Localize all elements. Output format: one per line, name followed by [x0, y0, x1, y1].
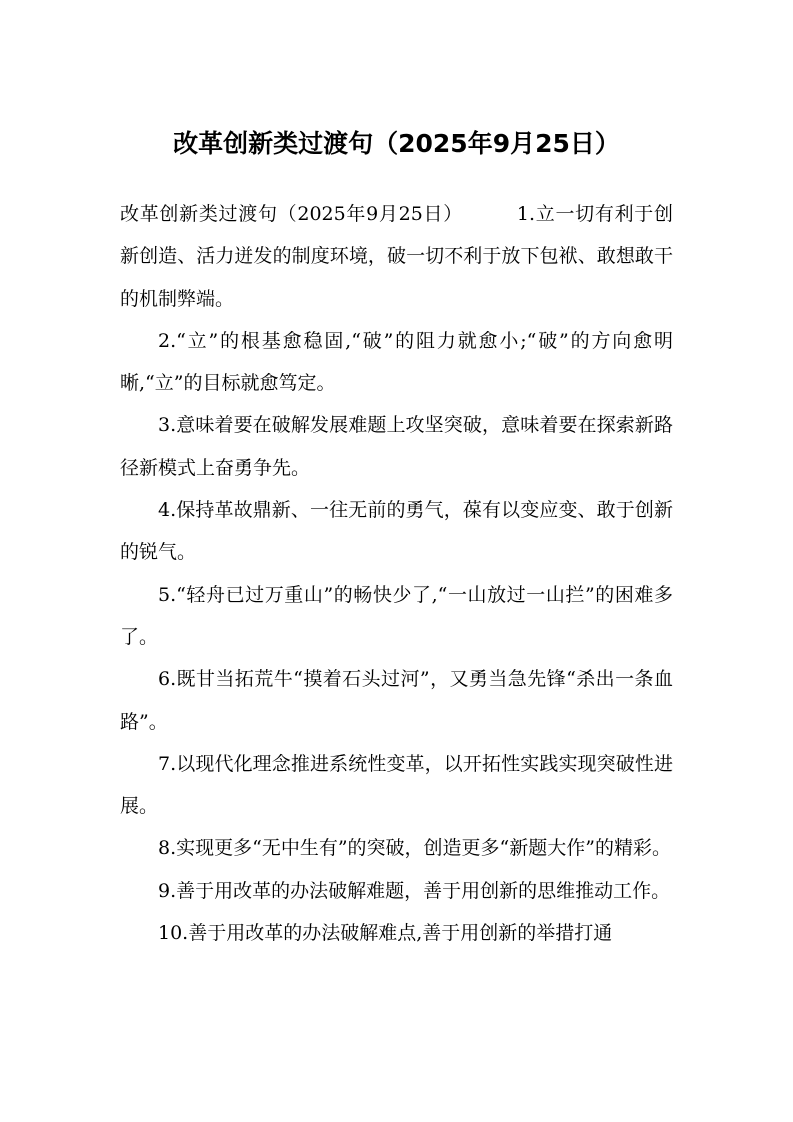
paragraph-8: 8.实现更多“无中生有”的突破，创造更多“新题大作”的精彩。 — [158, 837, 671, 860]
lead-text: 改革创新类过渡句（2025年9月25日） — [120, 203, 463, 225]
paragraph-9: 9.善于用改革的办法破解难题，善于用创新的思维推动工作。 — [158, 879, 671, 902]
document-title: 改革创新类过渡句（2025年9月25日） — [173, 129, 620, 158]
paragraph-1-text: 1.立一切有利于创新创造、活力迸发的制度环境，破一切不利于放下包袱、敢想敢干的机制弊端。 — [120, 203, 673, 310]
paragraph-4: 4.保持革故鼎新、一往无前的勇气，葆有以变应变、敢于创新的锐气。 — [120, 499, 673, 564]
paragraph-6: 6.既甘当拓荒牛“摸着石头过河”，又勇当急先锋“杀出一条血路”。 — [120, 668, 673, 733]
document-body — [120, 193, 673, 954]
paragraph-1 — [120, 193, 673, 320]
paragraph-2: 2.“立”的根基愈稳固,“破”的阻力就愈小;“破”的方向愈明晰,“立”的目标就愈笃定。 — [120, 329, 673, 395]
paragraph-5: 5.“轻舟已过万重山”的畅快少了,“一山放过一山拦”的困难多了。 — [120, 583, 673, 648]
paragraph-10: 10.善于用改革的办法破解难点,善于用创新的举措打通 — [158, 922, 613, 945]
paragraph-3: 3.意味着要在破解发展难题上攻坚突破，意味着要在探索新路径新模式上奋勇争先。 — [120, 414, 673, 479]
paragraph-7: 7.以现代化理念推进系统性变革，以开拓性实践实现突破性进展。 — [120, 752, 673, 818]
